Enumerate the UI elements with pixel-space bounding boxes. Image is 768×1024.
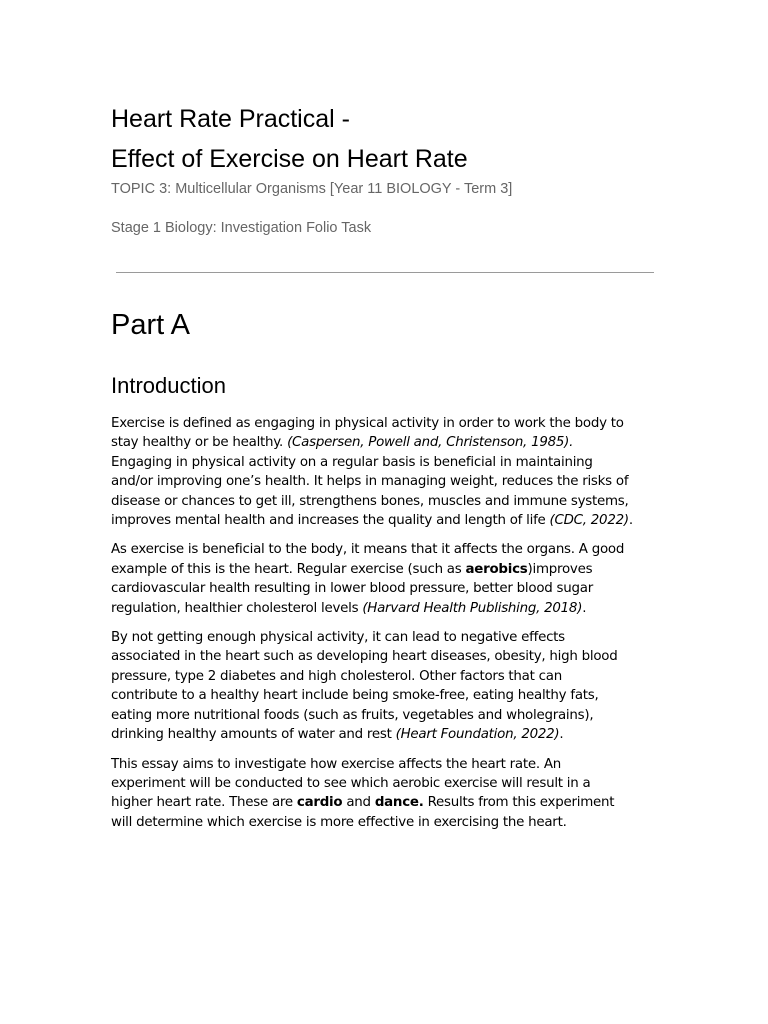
paragraph-line <box>111 706 661 725</box>
paragraph-line <box>111 774 661 793</box>
paragraph <box>111 540 661 618</box>
text-run: regulation, healthier cholesterol levels <box>111 600 363 616</box>
text-run: will determine which exercise is more effective in exercising the heart. <box>111 814 567 830</box>
text-run: By not getting enough physical activity, it can lead to negative effects <box>111 630 565 646</box>
text-run: improves mental health and increases the quality and length of life <box>111 513 550 529</box>
horizontal-divider <box>116 272 654 273</box>
citation: (Heart Foundation, 2022) <box>395 727 560 743</box>
text-run: . <box>559 727 564 743</box>
text-run: Results from this experiment <box>423 795 615 811</box>
text-run: contribute to a healthy heart include being smoke-free, eating healthy fats, <box>111 688 599 704</box>
citation: (Harvard Health Publishing, 2018) <box>362 600 583 616</box>
document-title <box>111 99 468 179</box>
text-run: This essay aims to investigate how exercise affects the heart rate. An <box>111 756 562 772</box>
paragraph-line <box>111 511 661 530</box>
text-run: eating more nutritional foods (such as fruits, vegetables and wholegrains), <box>111 707 594 723</box>
body-text <box>111 414 661 842</box>
title-line-1: Heart Rate Practical - <box>111 105 350 133</box>
citation: (CDC, 2022) <box>549 513 629 529</box>
paragraph-line <box>111 599 661 618</box>
text-run: . <box>582 600 587 616</box>
paragraph <box>111 628 661 744</box>
text-run: stay healthy or be healthy. <box>111 435 288 451</box>
text-run: drinking healthy amounts of water and rest <box>111 727 396 743</box>
paragraph-line <box>111 453 661 472</box>
section-heading: Introduction <box>111 373 226 398</box>
paragraph-line <box>111 628 661 647</box>
stage-subtitle: Stage 1 Biology: Investigation Folio Task <box>111 220 372 236</box>
text-run: cardiovascular health resulting in lower blood pressure, better blood sugar <box>111 581 593 597</box>
bold-term: cardio <box>296 795 343 811</box>
text-run: Exercise is defined as engaging in physical activity in order to work the body to <box>111 416 624 431</box>
paragraph-line <box>111 492 661 511</box>
text-run: disease or chances to get ill, strengthens bones, muscles and immune systems, <box>111 493 629 509</box>
part-heading: Part A <box>111 309 190 341</box>
citation: (Caspersen, Powell and, Christenson, 1985). <box>287 435 574 451</box>
paragraph-line <box>111 433 661 452</box>
paragraph-line <box>111 560 661 579</box>
text-run: higher heart rate. These are <box>111 795 297 811</box>
paragraph-line <box>111 647 661 666</box>
paragraph <box>111 414 661 530</box>
text-run: As exercise is beneficial to the body, it means that it affects the organs. A good <box>111 542 625 558</box>
text-run: and <box>342 795 375 811</box>
topic-subtitle: TOPIC 3: Multicellular Organisms [Year 11 BIOLOGY - Term 3] <box>111 181 513 197</box>
text-run: )improves <box>527 561 593 577</box>
paragraph-line <box>111 793 661 812</box>
paragraph-line <box>111 540 661 559</box>
text-run: Engaging in physical activity on a regular basis is beneficial in maintaining <box>111 454 593 470</box>
bold-term: dance. <box>374 795 424 811</box>
title-line-2: Effect of Exercise on Heart Rate <box>111 145 468 173</box>
paragraph <box>111 755 661 833</box>
text-run: pressure, type 2 diabetes and high cholesterol. Other factors that can <box>111 668 562 684</box>
paragraph-line <box>111 414 661 433</box>
text-run: associated in the heart such as developing heart diseases, obesity, high blood <box>111 649 618 665</box>
text-run: . <box>628 513 633 529</box>
text-run: experiment will be conducted to see which aerobic exercise will result in a <box>111 775 591 791</box>
bold-term: aerobics <box>465 561 528 577</box>
paragraph-line <box>111 472 661 491</box>
paragraph-line <box>111 813 661 832</box>
paragraph-line <box>111 686 661 705</box>
text-run: example of this is the heart. Regular exercise (such as <box>111 561 466 577</box>
paragraph-line <box>111 755 661 774</box>
text-run: and/or improving one’s health. It helps in managing weight, reduces the risks of <box>111 474 629 490</box>
paragraph-line <box>111 725 661 744</box>
paragraph-line <box>111 667 661 686</box>
paragraph-line <box>111 579 661 598</box>
